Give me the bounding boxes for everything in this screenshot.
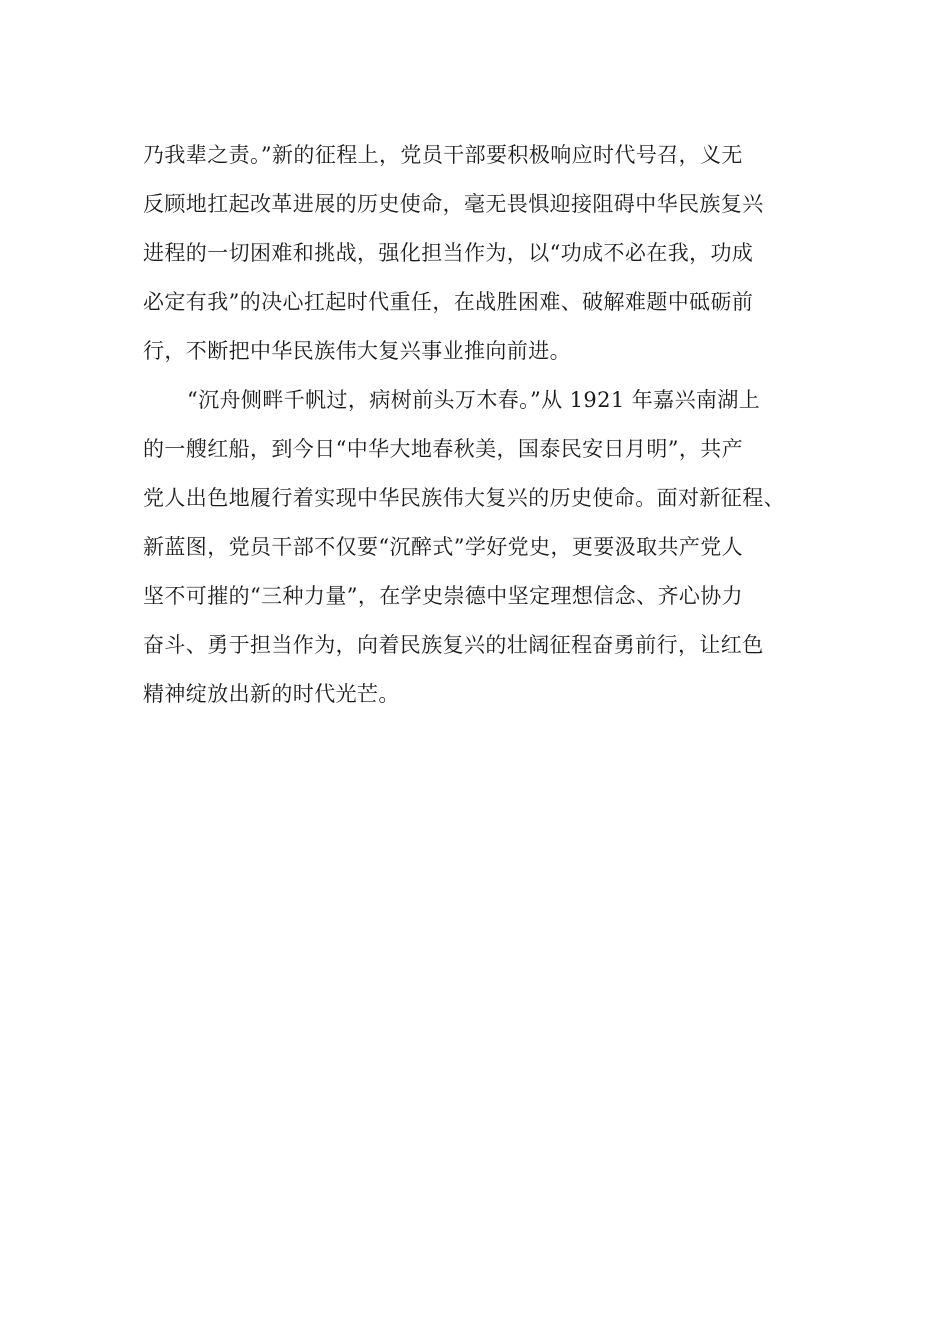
text-line: 必定有我”的决心扛起时代重任，在战胜困难、破解难题中砥砺前	[143, 290, 754, 314]
paragraph-first-line: “沉舟侧畔千帆过，病树前头万木春。”从 1921 年嘉兴南湖上	[187, 388, 761, 412]
body-text	[143, 131, 843, 719]
text-line: 进程的一切困难和挑战，强化担当作为，以“功成不必在我，功成	[143, 241, 754, 265]
text-line: 的一艘红船，到今日“中华大地春秋美，国泰民安日月明”，共产	[143, 437, 744, 461]
text-line: 乃我辈之责。”新的征程上，党员干部要积极响应时代号召，义无	[143, 143, 743, 167]
text-line: 精神绽放出新的时代光芒。	[143, 682, 400, 706]
text-line: 党人出色地履行着实现中华民族伟大复兴的历史使命。面对新征程、	[143, 486, 785, 510]
text-line: 反顾地扛起改革进展的历史使命，毫无畏惧迎接阻碍中华民族复兴	[143, 192, 764, 216]
text-line: 新蓝图，党员干部不仅要“沉醉式”学好党史，更要汲取共产党人	[143, 535, 744, 559]
text-line: 坚不可摧的“三种力量”，在学史崇德中坚定理想信念、齐心协力	[143, 584, 744, 608]
text-line: 行，不断把中华民族伟大复兴事业推向前进。	[143, 339, 571, 363]
text-line: 奋斗、勇于担当作为，向着民族复兴的壮阔征程奋勇前行，让红色	[143, 633, 764, 657]
